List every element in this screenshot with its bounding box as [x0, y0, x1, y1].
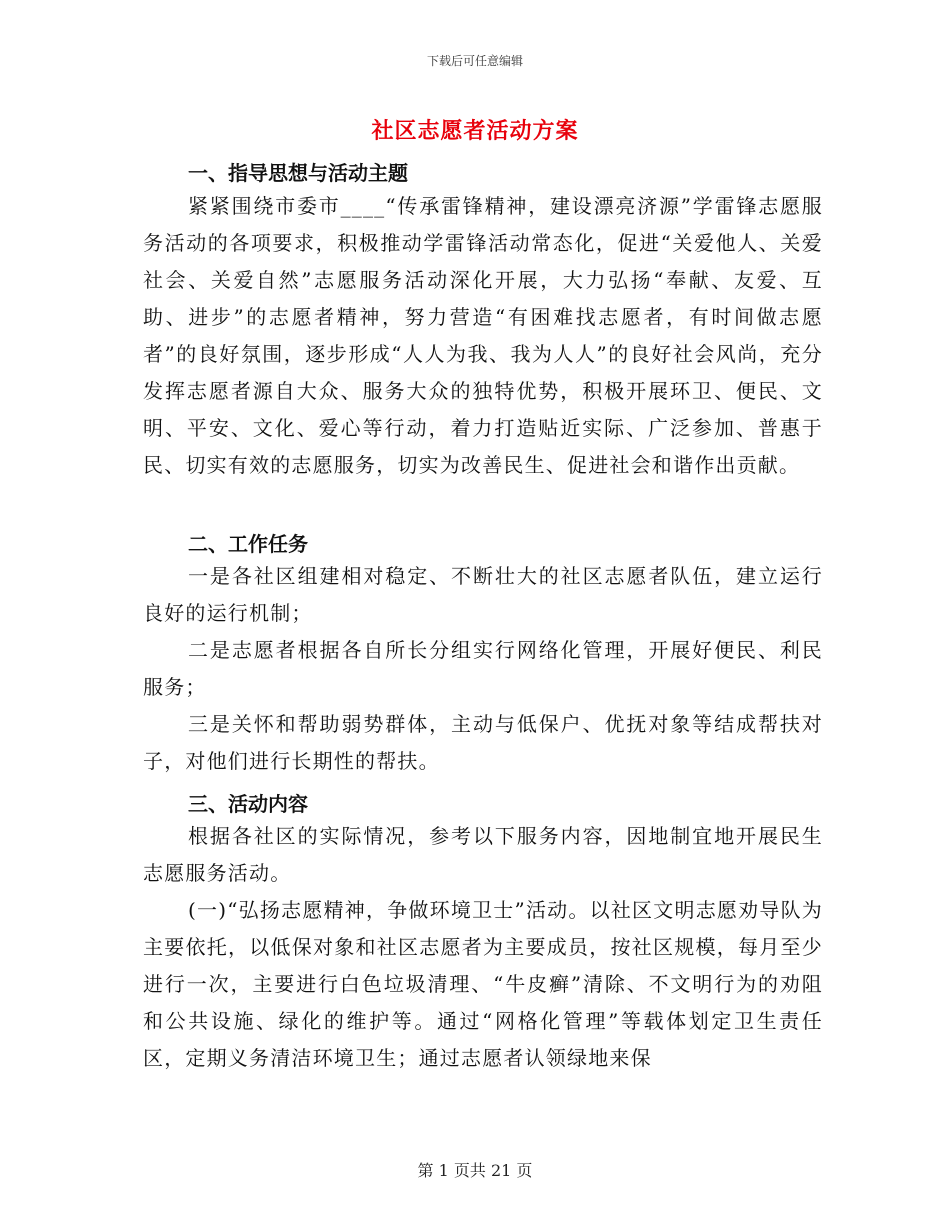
paragraph-content-intro: 根据各社区的实际情况，参考以下服务内容，因地制宜地开展民生志愿服务活动。	[143, 824, 823, 885]
paragraph-task-1: 一是各社区组建相对稳定、不断壮大的社区志愿者队伍，建立运行良好的运行机制；	[143, 564, 823, 625]
paragraph-task-3: 三是关怀和帮助弱势群体，主动与低保户、优抚对象等结成帮扶对子，对他们进行长期性的帮扶。	[143, 712, 823, 773]
paragraph-activity-1: (一)“弘扬志愿精神，争做环境卫士”活动。以社区文明志愿劝导队为主要依托，以低保对象和社区志愿者为主要成员，按社区规模，每月至少进行一次，主要进行白色垃圾清理、“牛皮癣”清除、不文明行为的劝阻和公共设施、绿化的维护等。通过“网格化管理”等载体划定卫生责任区，定期义务清洁环境卫生；通过志愿者认领绿地来保	[143, 898, 823, 1070]
section-heading-2: 二、工作任务	[188, 532, 308, 556]
section-heading-1: 一、指导思想与活动主题	[188, 161, 408, 185]
paragraph-task-2: 二是志愿者根据各自所长分组实行网络化管理，开展好便民、利民服务；	[143, 638, 823, 699]
page-footer: 第 1 页共 21 页	[417, 1161, 533, 1180]
document-title: 社区志愿者活动方案	[371, 118, 579, 144]
section-heading-3: 三、活动内容	[188, 792, 308, 816]
header-note: 下载后可任意编辑	[426, 54, 523, 68]
paragraph-guiding-thought: 紧紧围绕市委市____“传承雷锋精神，建设漂亮济源”学雷锋志愿服务活动的各项要求，积极推动学雷锋活动常态化，促进“关爱他人、关爱社会、关爱自然”志愿服务活动深化开展，大力弘扬“奉献、友爱、互助、进步”的志愿者精神，努力营造“有困难找志愿者，有时间做志愿者”的良好氛围，逐步形成“人人为我、我为人人”的良好社会风尚，充分发挥志愿者源自大众、服务大众的独特优势，积极开展环卫、便民、文明、平安、文化、爱心等行动，着力打造贴近实际、广泛参加、普惠于民、切实有效的志愿服务，切实为改善民生、促进社会和谐作出贡献。	[143, 194, 823, 477]
